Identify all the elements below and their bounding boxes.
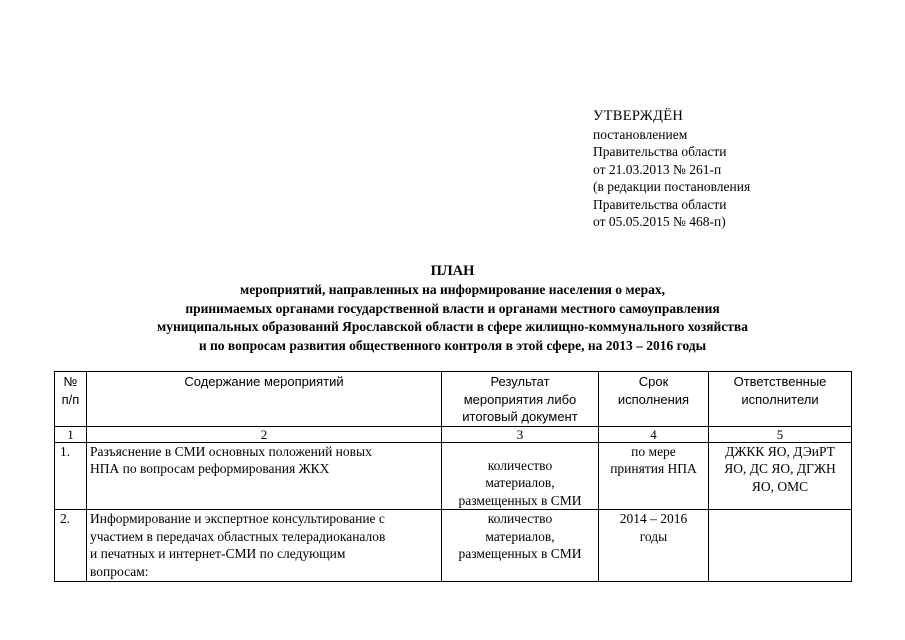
- document-title: [0, 262, 905, 356]
- approval-stamp: [593, 108, 750, 231]
- column-number: 5: [709, 426, 852, 442]
- plan-subtitle-line: муниципальных образований Ярославской области в сфере жилищно-коммунального хозяйства: [157, 319, 748, 335]
- plan-subtitle-line: мероприятий, направленных на информирование населения о мерах,: [240, 281, 665, 297]
- approval-title: УТВЕРЖДЁН: [593, 108, 684, 124]
- header-result: Результат мероприятия либо итоговый документ: [442, 372, 599, 427]
- row-deadline: 2014 – 2016 годы: [599, 510, 709, 582]
- approval-line: Правительства области: [593, 144, 727, 159]
- row-result: количество материалов, размещенных в СМИ: [442, 510, 599, 582]
- approval-line: Правительства области: [593, 196, 727, 212]
- header-number: № п/п: [55, 372, 87, 427]
- table-row: [55, 442, 852, 510]
- table-header-row: [55, 372, 852, 427]
- header-content: Содержание мероприятий: [87, 372, 442, 427]
- plan-subtitle-line: принимаемых органами государственной власти и органами местного самоуправления: [185, 300, 720, 316]
- plan-subtitle-line: и по вопросам развития общественного контроля в этой сфере, на 2013 – 2016 годы: [198, 338, 707, 354]
- row-content: Разъяснение в СМИ основных положений новых НПА по вопросам реформирования ЖКХ: [87, 442, 442, 510]
- plan-heading: ПЛАН: [430, 263, 475, 279]
- plan-table: [54, 371, 852, 582]
- header-responsible: Ответственные исполнители: [709, 372, 852, 427]
- table-row: [55, 510, 852, 582]
- row-responsible: [709, 510, 852, 582]
- approval-line: от 21.03.2013 № 261-п: [593, 161, 722, 177]
- row-number: 1.: [55, 442, 87, 510]
- column-number-row: [55, 426, 852, 442]
- approval-line: от 05.05.2015 № 468-п): [593, 214, 726, 229]
- approval-line: (в редакции постановления: [593, 179, 751, 194]
- row-content: Информирование и экспертное консультирование с участием в передачах областных телерадиоканалов и печатных и интернет-СМИ по следующим вопросам:: [87, 510, 442, 582]
- row-number: 2.: [55, 510, 87, 582]
- column-number: 4: [599, 426, 709, 442]
- row-deadline: по мере принятия НПА: [599, 442, 709, 510]
- approval-line: постановлением: [593, 126, 688, 142]
- row-result: количество материалов, размещенных в СМИ: [442, 442, 599, 510]
- column-number: 2: [87, 426, 442, 442]
- header-deadline: Срок исполнения: [599, 372, 709, 427]
- row-responsible: ДЖКК ЯО, ДЭиРТ ЯО, ДС ЯО, ДГЖН ЯО, ОМС: [709, 442, 852, 510]
- column-number: 3: [442, 426, 599, 442]
- column-number: 1: [55, 426, 87, 442]
